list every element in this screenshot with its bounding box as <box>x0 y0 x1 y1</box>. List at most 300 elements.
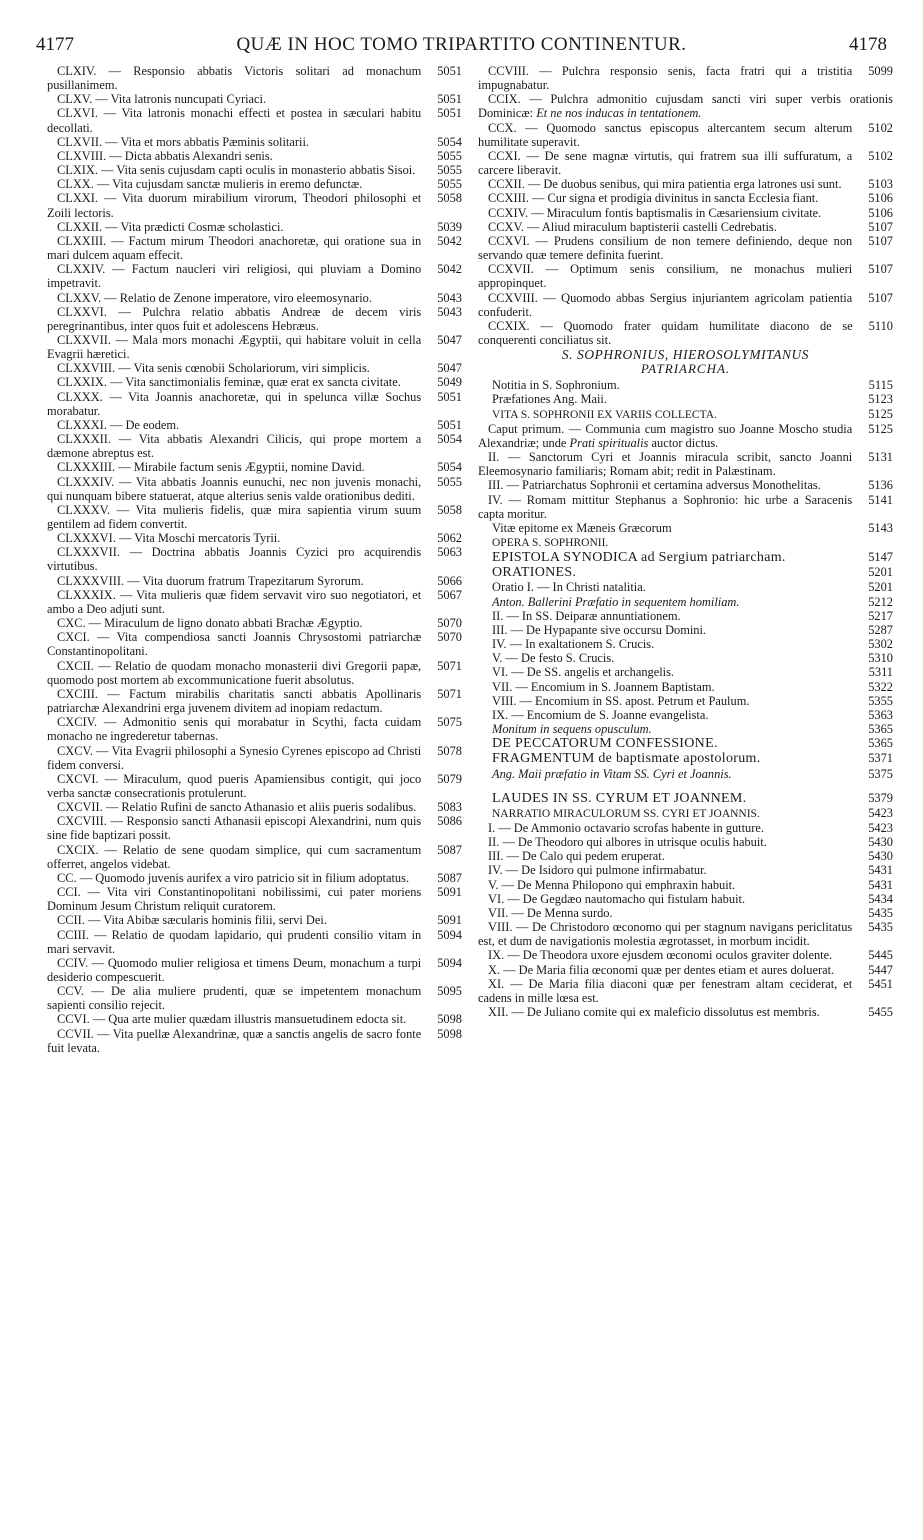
entry-text: CLXXXVIII. — Vita duorum fratrum Trapezitarum Syrorum. <box>57 573 364 588</box>
toc-line <box>478 521 893 535</box>
page-ref: 5058 <box>437 191 462 206</box>
entry-text: Ang. Maii præfatio in Vitam SS. Cyri et Joannis. <box>492 766 732 781</box>
page-ref: 5051 <box>437 92 462 107</box>
toc-entry <box>47 687 462 715</box>
entry-text: IV. — Romam mittitur Stephanus a Sophronio: hic urbe a Saracenis capta moritur. <box>478 492 853 521</box>
toc-entry <box>47 291 462 305</box>
entry-text: CXCIX. — Relatio de sene quodam simplice, qui cum sacramentum offerret, angelos videbat. <box>47 842 422 871</box>
vita-entry <box>478 422 893 450</box>
entry-text: CLXXV. — Relatio de Zenone imperatore, viro eleemosynario. <box>57 290 372 305</box>
page-ref: 5102 <box>868 148 893 163</box>
entry-text: Præfationes Ang. Maii. <box>492 392 607 407</box>
entry-text: CLXXXII. — Vita abbatis Alexandri Cilicis, qui prope mortem a dæmone abreptus est. <box>47 432 422 461</box>
toc-entry <box>47 1012 462 1026</box>
page-ref: 5103 <box>868 177 893 192</box>
entry-text: VITA S. SOPHRONII EX VARIIS COLLECTA. <box>492 408 717 421</box>
page-ref: 5049 <box>437 375 462 390</box>
entry-text: CCXIX. — Quomodo frater quidam humilitate diacono de se conquerenti conciliatus sit. <box>478 318 853 347</box>
page-ref: 5043 <box>437 290 462 305</box>
entry-text: CLXIV. — Responsio abbatis Victoris solitari ad monachum pusillanimem. <box>47 64 422 93</box>
page-ref: 5310 <box>868 651 893 666</box>
entry-text: CCII. — Vita Abibæ sæcularis hominis filii, servi Dei. <box>57 913 327 928</box>
toc-line <box>478 791 893 806</box>
entry-text: CLXIX. — Vita senis cujusdam capti oculis in monasterio abbatis Sisoi. <box>57 163 416 178</box>
entry-text: CXCI. — Vita compendiosa sancti Joannis Chrysostomi patriarchæ Constantinopolitani. <box>47 630 422 659</box>
entry-text: CLXXI. — Vita duorum mirabilium virorum, Theodori philosophi et Zoili lectoris. <box>47 191 422 220</box>
page-ref: 5047 <box>437 361 462 376</box>
entry-text: IV. — De Isidoro qui pulmone infirmabatur. <box>488 863 707 878</box>
toc-opera <box>478 521 893 821</box>
page-ref: 5078 <box>437 743 462 758</box>
page-ref: 5107 <box>868 219 893 234</box>
toc-entry <box>478 206 893 220</box>
page-ref: 5054 <box>437 432 462 447</box>
entry-text: CCXII. — De duobus senibus, qui mira patientia erga latrones usi sunt. <box>488 177 842 192</box>
toc-entry <box>47 871 462 885</box>
toc-line <box>478 407 893 422</box>
toc-entry <box>47 135 462 149</box>
entry-text: Oratio I. — In Christi natalitia. <box>492 580 646 595</box>
entry-text: IX. — De Theodora uxore ejusdem œconomi oculos graviter dolente. <box>488 948 833 963</box>
page-ref: 5430 <box>868 849 893 864</box>
page-ref: 5201 <box>868 580 893 595</box>
toc-entry <box>47 361 462 375</box>
entry-text: CLXVII. — Vita et mors abbatis Pæminis solitarii. <box>57 134 309 149</box>
toc-entry <box>47 234 462 262</box>
entry-text: CLXXIV. — Factum naucleri viri religiosi, qui pluviam a Domino impetravit. <box>47 262 422 291</box>
entry-text: CLXXX. — Vita Joannis anachoretæ, qui in spelunca villæ Sochus morabatur. <box>47 389 422 418</box>
toc-line <box>478 609 893 623</box>
entry-text: VIII. — De Christodoro œconomo qui per stagnum navigans periclitatus est, et dum de navigationis molestia ægrotasset, in morbum incidit. <box>478 920 853 949</box>
page-ref: 5355 <box>868 693 893 708</box>
page-ref: 5125 <box>868 406 893 421</box>
entry-text: CCIX. — Pulchra admonitio cujusdam sancti viri super verbis orationis Dominicæ: <box>478 92 893 121</box>
toc-entry <box>47 885 462 913</box>
toc-entry <box>47 956 462 984</box>
entry-text: CXCV. — Vita Evagrii philosophi a Synesio Cyrenes episcopo ad Christi fidem conversi. <box>47 743 422 772</box>
page-ref: 5066 <box>437 573 462 588</box>
page-ref: 5087 <box>437 870 462 885</box>
entry-text: CCIV. — Quomodo mulier religiosa et timens Deum, monachum a turpi desiderio compescuerit. <box>47 955 422 984</box>
toc-entry <box>47 503 462 531</box>
page-ref: 5083 <box>437 800 462 815</box>
toc-entry <box>47 163 462 177</box>
entry-text: V. — De Menna Philopono qui emphraxin habuit. <box>488 877 736 892</box>
entry-text: CLXXXIII. — Mirabile factum senis Ægyptii, nomine David. <box>57 460 365 475</box>
page-ref: 5201 <box>868 565 893 580</box>
entry-text: FRAGMENTUM de baptismate apostolorum. <box>492 751 761 767</box>
left-page-number: 4177 <box>36 34 74 55</box>
entry-text: Monitum in sequens opusculum. <box>492 722 652 737</box>
toc-entry <box>47 984 462 1012</box>
toc-entry <box>478 64 893 92</box>
toc-entry <box>47 333 462 361</box>
entry-text: CXCII. — Relatio de quodam monacho monasterii divi Gregorii papæ, quomodo post mortem ab excommunicatione fuerit absolutus. <box>47 658 422 687</box>
page-ref: 5051 <box>437 64 462 78</box>
toc-line <box>478 767 893 781</box>
page-ref: 5054 <box>437 460 462 475</box>
toc-entry <box>47 177 462 191</box>
page-ref: 5434 <box>868 891 893 906</box>
toc-line <box>478 708 893 722</box>
page-ref: 5098 <box>437 1012 462 1027</box>
entry-text: CLXXVIII. — Vita senis cœnobii Scholariorum, viri simplicis. <box>57 361 370 376</box>
page-ref: 5445 <box>868 948 893 963</box>
page-ref: 5051 <box>437 389 462 404</box>
entry-text: CLXXII. — Vita prædicti Cosmæ scholastici. <box>57 219 284 234</box>
page-ref: 5095 <box>437 984 462 999</box>
entry-text: CCVII. — Vita puellæ Alexandrinæ, quæ a sanctis angelis de sacro fonte fuit levata. <box>47 1026 422 1055</box>
toc-entry <box>478 319 893 347</box>
page-ref: 5322 <box>868 679 893 694</box>
entry-text: EPISTOLA SYNODICA ad Sergium patriarcham. <box>492 550 786 566</box>
page-header <box>36 34 887 62</box>
entry-text: VIII. — Encomium in SS. apost. Petrum et Paulum. <box>492 693 750 708</box>
entry-text: CCIII. — Relatio de quodam lapidario, qui prudenti consilio vitam in mari servavit. <box>47 927 422 956</box>
entry-text: CLXXXIX. — Vita mulieris quæ fidem servavit viro suo negotiatori, et ambo a Deo adjuti sunt. <box>47 587 422 616</box>
toc-entry <box>478 121 893 149</box>
entry-text: XI. — De Maria filia diaconi quæ per fenestram altam ceciderat, et cadens in mille lœsa est. <box>478 976 853 1005</box>
toc-entry <box>478 92 893 120</box>
page-ref: 5086 <box>437 814 462 829</box>
page-ref: 5055 <box>437 163 462 178</box>
page-ref: 5079 <box>437 771 462 786</box>
entry-text: CCXI. — De sene magnæ virtutis, qui fratrem sua illi suffuratum, a carcere liberavit. <box>478 148 853 178</box>
entry-text: CLXXIII. — Factum mirum Theodori anachoretæ, qui oratione sua in mari dulcem aquam effecit. <box>47 233 422 263</box>
toc-line <box>478 651 893 665</box>
entry-text: Anton. Ballerini Præfatio in sequentem homiliam. <box>492 594 740 609</box>
entry-text: VII. — Encomium in S. Joannem Baptistam. <box>492 679 715 694</box>
toc-entry <box>47 390 462 418</box>
miracle-entry <box>478 920 893 948</box>
entry-text: ORATIONES. <box>492 565 577 581</box>
page-ref: 5447 <box>868 962 893 977</box>
entry-italic: Et ne nos inducas in tentationem. <box>536 106 702 121</box>
page-ref: 5106 <box>868 191 893 206</box>
toc-entry <box>478 234 893 262</box>
page-ref: 5451 <box>868 976 893 991</box>
toc-entry <box>47 191 462 219</box>
page-ref: 5087 <box>437 842 462 857</box>
page-ref: 5102 <box>868 120 893 135</box>
toc-entry <box>47 630 462 658</box>
entry-text: III. — Patriarchatus Sophronii et certamina adversus Monothelitas. <box>488 478 821 493</box>
page-ref: 5435 <box>868 905 893 920</box>
toc-entry <box>47 418 462 432</box>
section-heading: S. SOPHRONIUS, HIEROSOLYMITANUS <box>561 347 810 363</box>
toc-line <box>478 806 893 821</box>
entry-text: Caput primum. — Communia cum magistro suo Joanne Moscho studia Alexandriæ; unde <box>478 421 853 450</box>
entry-text: II. — In SS. Deiparæ annuntiationem. <box>492 608 681 623</box>
entry-text: CLXXXVI. — Vita Moschi mercatoris Tyrii. <box>57 531 281 546</box>
page-ref: 5147 <box>868 550 893 565</box>
page-ref: 5070 <box>437 616 462 631</box>
entry-text: CLXV. — Vita latronis nuncupati Cyriaci. <box>57 92 267 107</box>
toc-line <box>478 595 893 609</box>
miracle-entry <box>478 906 893 920</box>
toc-entry <box>478 149 893 177</box>
entry-text: CXCVIII. — Responsio sancti Athanasii episcopi Alexandrini, num quis sine fide baptizari possit. <box>47 814 422 843</box>
page-ref: 5131 <box>868 450 893 465</box>
toc-entry <box>47 928 462 956</box>
entry-text: CLXXXIV. — Vita abbatis Joannis eunuchi, nec non juvenis monachi, qui nunquam bibere statuerat, atque alterius senis valde orationibus dediti. <box>47 474 422 503</box>
page-ref: 5094 <box>437 955 462 970</box>
page-ref: 5136 <box>868 478 893 493</box>
spacer <box>478 781 893 791</box>
entry-italic: Prati spiritualis <box>569 435 649 450</box>
page-ref: 5071 <box>437 658 462 673</box>
page-ref: 5217 <box>868 608 893 623</box>
toc-entry <box>47 772 462 800</box>
toc-entry <box>47 913 462 927</box>
page-ref: 5423 <box>868 805 893 820</box>
page-ref: 5042 <box>437 262 462 277</box>
toc-entry <box>47 1027 462 1055</box>
page-ref: 5094 <box>437 927 462 942</box>
right-column <box>478 64 893 1019</box>
entry-text: NARRATIO MIRACULORUM SS. CYRI ET JOANNIS. <box>492 807 760 820</box>
miracle-entry <box>478 821 893 835</box>
toc-entry <box>47 106 462 134</box>
page-ref: 5107 <box>868 290 893 305</box>
miracle-entry <box>478 1005 893 1019</box>
page-ref: 5455 <box>868 1005 893 1019</box>
entry-text: IV. — In exaltationem S. Crucis. <box>492 637 655 652</box>
toc-line <box>478 736 893 751</box>
entry-text: CLXX. — Vita cujusdam sanctæ mulieris in eremo defunctæ. <box>57 177 363 192</box>
miracle-entry <box>478 963 893 977</box>
toc-line <box>478 550 893 565</box>
entry-text: CXCVII. — Relatio Rufini de sancto Athanasio et aliis pueris sodalibus. <box>57 800 417 815</box>
page-ref: 5430 <box>868 835 893 850</box>
entry-text: OPERA S. SOPHRONII. <box>492 537 609 549</box>
toc-line <box>478 694 893 708</box>
entry-text: VII. — De Menna surdo. <box>488 905 613 920</box>
toc-entry <box>478 177 893 191</box>
toc-entry <box>47 475 462 503</box>
page-ref: 5047 <box>437 332 462 347</box>
page-ref: 5055 <box>437 474 462 489</box>
toc-line <box>478 722 893 736</box>
entry-text: CXCIV. — Admonitio senis qui morabatur in Scythi, facta cuidam monacho ne ingrederetur tabernas. <box>47 715 422 744</box>
entry-text: CLXXXI. — De eodem. <box>57 417 180 432</box>
page-ref: 5365 <box>868 736 893 751</box>
entry-text: CCXIII. — Cur signa et prodigia divinitus in sancta Ecclesia fiant. <box>488 191 819 206</box>
page-ref: 5302 <box>868 637 893 652</box>
page-ref: 5371 <box>868 751 893 766</box>
entry-text: III. — De Hypapante sive occursu Domini. <box>492 622 707 637</box>
page-ref: 5431 <box>868 863 893 878</box>
entry-text: II. — Sanctorum Cyri et Joannis miracula scribit, sancto Joanni Eleemosynario familiaris; Romam abit; redit in Palæstinam. <box>478 450 853 479</box>
page-ref: 5051 <box>437 417 462 432</box>
page-ref: 5062 <box>437 531 462 546</box>
toc-entry <box>47 659 462 687</box>
entry-text: CLXXXVII. — Doctrina abbatis Joannis Cyzici pro acquirendis virtutibus. <box>47 545 422 574</box>
page-ref: 5067 <box>437 587 462 602</box>
page-ref: 5379 <box>868 790 893 805</box>
page-ref: 5143 <box>868 520 893 535</box>
vita-entry <box>478 450 893 478</box>
miracle-entry <box>478 849 893 863</box>
toc-entry <box>47 588 462 616</box>
entry-text: CLXXVII. — Mala mors monachi Ægyptii, qui habitare voluit in cella Evagrii hæretici. <box>47 332 422 362</box>
entry-text: CCXVI. — Prudens consilium de non temere definiendo, deque non servando quæ temere definita fuerint. <box>478 233 853 263</box>
page-ref: 5071 <box>437 686 462 701</box>
page-ref: 5107 <box>868 233 893 248</box>
page-ref: 5115 <box>868 378 893 393</box>
entry-text: CLXXVI. — Pulchra relatio abbatis Andreæ de decem viris peregrinantibus, inter quos fuit et adolescens Hebræus. <box>47 304 422 333</box>
entry-text: CCXVII. — Optimum senis consilium, ne monachus mulieri appropinquet. <box>478 262 853 291</box>
page-ref: 5423 <box>868 820 893 835</box>
toc-line <box>478 623 893 637</box>
entry-text: X. — De Maria filia œconomi quæ per dentes etiam et aures doluerat. <box>488 962 835 977</box>
toc-entry <box>47 149 462 163</box>
entry-text: CXC. — Miraculum de ligno donato abbati Brachæ Ægyptio. <box>57 616 363 631</box>
entry-text: CLXXIX. — Vita sanctimonialis feminæ, quæ erat ex sancta civitate. <box>57 375 401 390</box>
right-entries-top <box>478 64 893 347</box>
section-subheading: PATRIARCHA. <box>640 361 731 377</box>
miracle-entry <box>478 835 893 849</box>
toc-entry <box>47 220 462 234</box>
right-page-number: 4178 <box>849 34 887 55</box>
toc-entry <box>47 64 462 92</box>
vita-entries <box>478 422 893 521</box>
page-ref: 5099 <box>868 64 893 78</box>
page-ref: 5123 <box>868 392 893 407</box>
toc-line <box>478 535 893 550</box>
entry-text: Vitæ epitome ex Mæneis Græcorum <box>492 520 672 535</box>
entry-text: IX. — Encomium de S. Joanne evangelista. <box>492 707 709 722</box>
toc-entry <box>47 616 462 630</box>
toc-entry <box>47 305 462 333</box>
page-ref: 5363 <box>868 707 893 722</box>
toc-entry <box>478 291 893 319</box>
page-ref: 5212 <box>868 594 893 609</box>
page-ref: 5042 <box>437 233 462 248</box>
toc-entry <box>47 744 462 772</box>
toc-entry <box>47 574 462 588</box>
page-ref: 5311 <box>868 665 893 680</box>
toc-entry <box>47 814 462 842</box>
miracle-entry <box>478 948 893 962</box>
page-ref: 5043 <box>437 304 462 319</box>
page-ref: 5063 <box>437 545 462 560</box>
entry-text: Notitia in S. Sophronium. <box>492 378 620 393</box>
entry-text: VI. — De Gegdæo nautomacho qui fistulam habuit. <box>488 891 746 906</box>
entry-text: CXCVI. — Miraculum, quod pueris Apamiensibus contigit, qui joco verba sanctæ consecrationis protulerunt. <box>47 771 422 800</box>
page-ref: 5055 <box>437 177 462 192</box>
miracle-entry <box>478 977 893 1005</box>
entry-text: DE PECCATORUM CONFESSIONE. <box>492 736 718 752</box>
toc-entry <box>478 262 893 290</box>
page-ref: 5125 <box>868 421 893 436</box>
page-ref: 5054 <box>437 134 462 149</box>
toc-entry <box>47 715 462 743</box>
page-ref: 5051 <box>437 106 462 121</box>
entry-text: CLXVI. — Vita latronis monachi effecti et postea in sæculari habitu decollati. <box>47 106 422 135</box>
page-ref: 5287 <box>868 622 893 637</box>
toc-entry <box>47 432 462 460</box>
entry-text: VI. — De SS. angelis et archangelis. <box>492 665 675 680</box>
page-ref: 5058 <box>437 502 462 517</box>
entry-text: CCXV. — Aliud miraculum baptisterii castelli Cedrebatis. <box>488 219 777 234</box>
entry-text: CLXVIII. — Dicta abbatis Alexandri senis. <box>57 148 273 163</box>
page-ref: 5091 <box>437 885 462 900</box>
toc-entry <box>47 545 462 573</box>
page-ref: 5039 <box>437 219 462 234</box>
left-column <box>47 64 462 1055</box>
toc-sophronius <box>478 378 893 421</box>
entry-text: CCXVIII. — Quomodo abbas Sergius injuriantem agricolam patientia confuderit. <box>478 290 853 319</box>
page-ref: 5435 <box>868 920 893 935</box>
page-ref: 5070 <box>437 630 462 645</box>
entry-text: CXCIII. — Factum mirabilis charitatis sancti abbatis Apollinaris patriarchæ Alexandrini erga juvenem divitem ad inopiam redactum. <box>47 686 422 716</box>
page-ref: 5375 <box>868 766 893 781</box>
toc-entry <box>47 531 462 545</box>
page-ref: 5365 <box>868 722 893 737</box>
entry-text-cont: auctor dictus. <box>651 435 719 450</box>
entry-text: CCXIV. — Miraculum fontis baptismalis in Cæsariensium civitate. <box>488 205 822 220</box>
toc-entry <box>47 460 462 474</box>
toc-entry <box>47 843 462 871</box>
entry-text: CCVI. — Qua arte mulier quædam illustris mansuetudinem edocta sit. <box>57 1012 407 1027</box>
toc-entry <box>47 800 462 814</box>
entry-text: CCX. — Quomodo sanctus episcopus altercantem secum alterum humilitate superavit. <box>478 120 853 149</box>
page-ref: 5055 <box>437 148 462 163</box>
toc-line <box>478 680 893 694</box>
entry-text: CC. — Quomodo juvenis aurifex a viro patricio sit in filium adoptatus. <box>57 870 410 885</box>
toc-entry <box>47 375 462 389</box>
entry-text: CCI. — Vita viri Constantinopolitani nobilissimi, cui pater moriens Dominum Jesum Christum reliquit curatorem. <box>47 885 422 914</box>
vita-entry <box>478 493 893 521</box>
page-ref: 5141 <box>868 492 893 507</box>
page-ref: 5098 <box>437 1026 462 1041</box>
entry-text: CCVIII. — Pulchra responsio senis, facta fratri qui a tristitia impugnabatur. <box>478 64 853 93</box>
toc-line <box>478 378 893 392</box>
page-ref: 5106 <box>868 205 893 220</box>
toc-entry <box>47 92 462 106</box>
entry-text: LAUDES IN SS. CYRUM ET JOANNEM. <box>492 790 747 806</box>
entry-text: CCV. — De alia muliere prudenti, quæ se impetentem monachum sapienti consilio rejecit. <box>47 984 422 1013</box>
running-title: QUÆ IN HOC TOMO TRIPARTITO CONTINENTUR. <box>236 34 687 55</box>
toc-entry <box>47 262 462 290</box>
miracle-entry <box>478 892 893 906</box>
entry-text: III. — De Calo qui pedem eruperat. <box>488 849 665 864</box>
entry-text: CLXXXV. — Vita mulieris fidelis, quæ mira sapientia virum suum gentilem ad fidem convertit. <box>47 502 422 531</box>
miracles-list <box>478 821 893 1019</box>
entry-text: II. — De Theodoro qui albores in utrisque oculis habuit. <box>488 835 767 850</box>
toc-line <box>478 665 893 679</box>
toc-line <box>478 637 893 651</box>
toc-entry <box>478 220 893 234</box>
entry-text: V. — De festo S. Crucis. <box>492 651 615 666</box>
entry-text: I. — De Ammonio octavario scrofas habente in gutture. <box>488 820 764 835</box>
toc-entry <box>478 191 893 205</box>
page-ref: 5431 <box>868 877 893 892</box>
miracle-entry <box>478 878 893 892</box>
page-ref: 5075 <box>437 715 462 730</box>
toc-line <box>478 565 893 580</box>
toc-line <box>478 751 893 766</box>
page-ref: 5091 <box>437 913 462 928</box>
miracle-entry <box>478 863 893 877</box>
page-ref: 5107 <box>868 262 893 277</box>
page-ref: 5110 <box>868 318 893 333</box>
toc-line <box>478 392 893 406</box>
vita-entry <box>478 478 893 492</box>
toc-line <box>478 580 893 594</box>
entry-text: XII. — De Juliano comite qui ex maleficio dissolutus est membris. <box>488 1005 820 1019</box>
